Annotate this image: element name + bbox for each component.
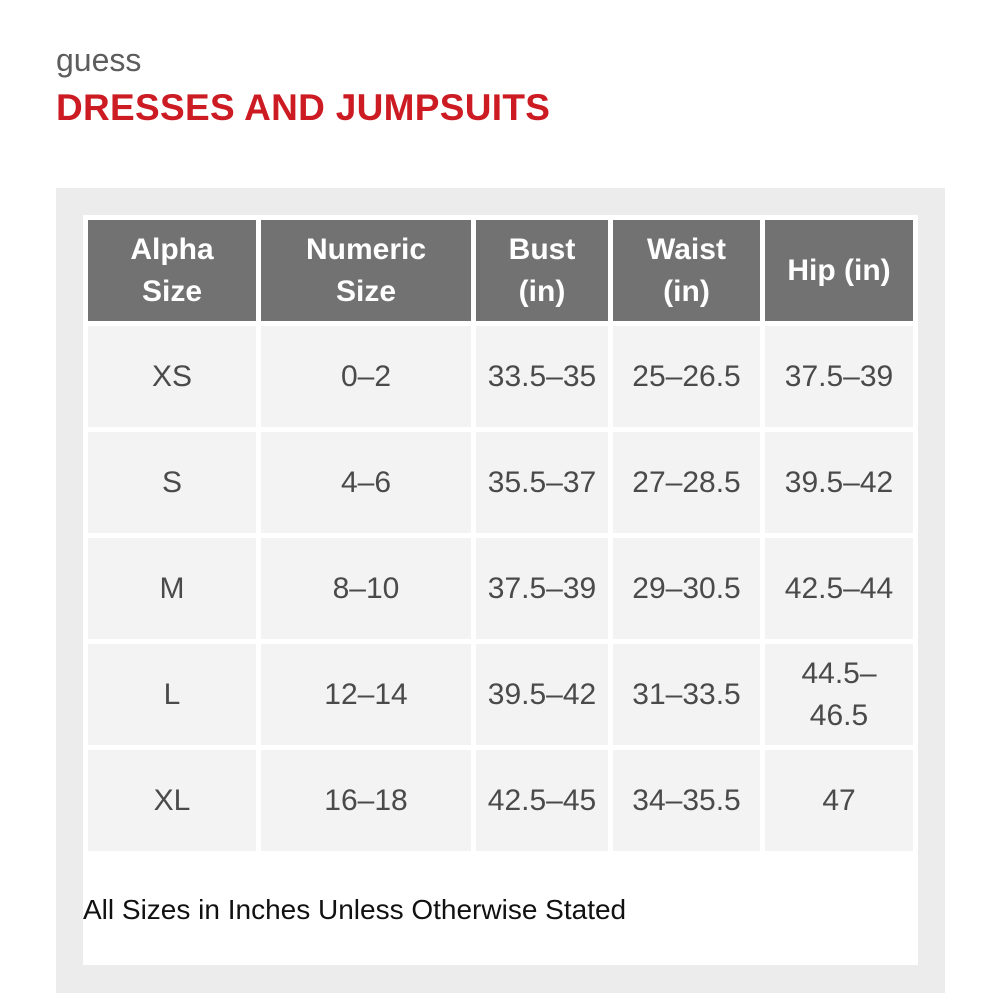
cell-bust: 35.5–37 [476, 432, 608, 533]
cell-numeric-size: 12–14 [261, 644, 471, 745]
cell-alpha-size: XL [88, 750, 256, 851]
cell-hip: 47 [765, 750, 913, 851]
cell-numeric-size: 8–10 [261, 538, 471, 639]
cell-hip [765, 644, 913, 745]
cell-alpha-size: XS [88, 326, 256, 427]
cell-alpha-size: S [88, 432, 256, 533]
size-table [83, 215, 918, 856]
cell-numeric-size: 4–6 [261, 432, 471, 533]
table-row [88, 538, 913, 639]
cell-numeric-size: 16–18 [261, 750, 471, 851]
cell-bust: 37.5–39 [476, 538, 608, 639]
cell-alpha-size: L [88, 644, 256, 745]
cell-hip: 42.5–44 [765, 538, 913, 639]
table-row [88, 432, 913, 533]
footnote: All Sizes in Inches Unless Otherwise Stated [83, 894, 627, 925]
column-header-alpha-size: Alpha Size [88, 220, 256, 321]
column-header-bust: Bust (in) [476, 220, 608, 321]
cell-bust: 33.5–35 [476, 326, 608, 427]
cell-waist: 25–26.5 [613, 326, 760, 427]
cell-hip: 39.5–42 [765, 432, 913, 533]
cell-waist: 31–33.5 [613, 644, 760, 745]
column-header-waist: Waist (in) [613, 220, 760, 321]
cell-waist: 29–30.5 [613, 538, 760, 639]
column-header-numeric-size: Numeric Size [261, 220, 471, 321]
table-row [88, 750, 913, 851]
cell-waist: 27–28.5 [613, 432, 760, 533]
cell-hip-line2: 46.5 [809, 698, 869, 732]
cell-waist: 34–35.5 [613, 750, 760, 851]
cell-numeric-size: 0–2 [261, 326, 471, 427]
cell-hip-line1: 44.5– [801, 656, 877, 690]
column-header-hip: Hip (in) [765, 220, 913, 321]
cell-bust: 42.5–45 [476, 750, 608, 851]
cell-bust: 39.5–42 [476, 644, 608, 745]
brand-name: guess [56, 42, 142, 78]
cell-alpha-size: M [88, 538, 256, 639]
cell-hip: 37.5–39 [765, 326, 913, 427]
page-title: DRESSES AND JUMPSUITS [56, 87, 551, 128]
table-header-row [88, 220, 913, 321]
table-row [88, 326, 913, 427]
table-row [88, 644, 913, 745]
